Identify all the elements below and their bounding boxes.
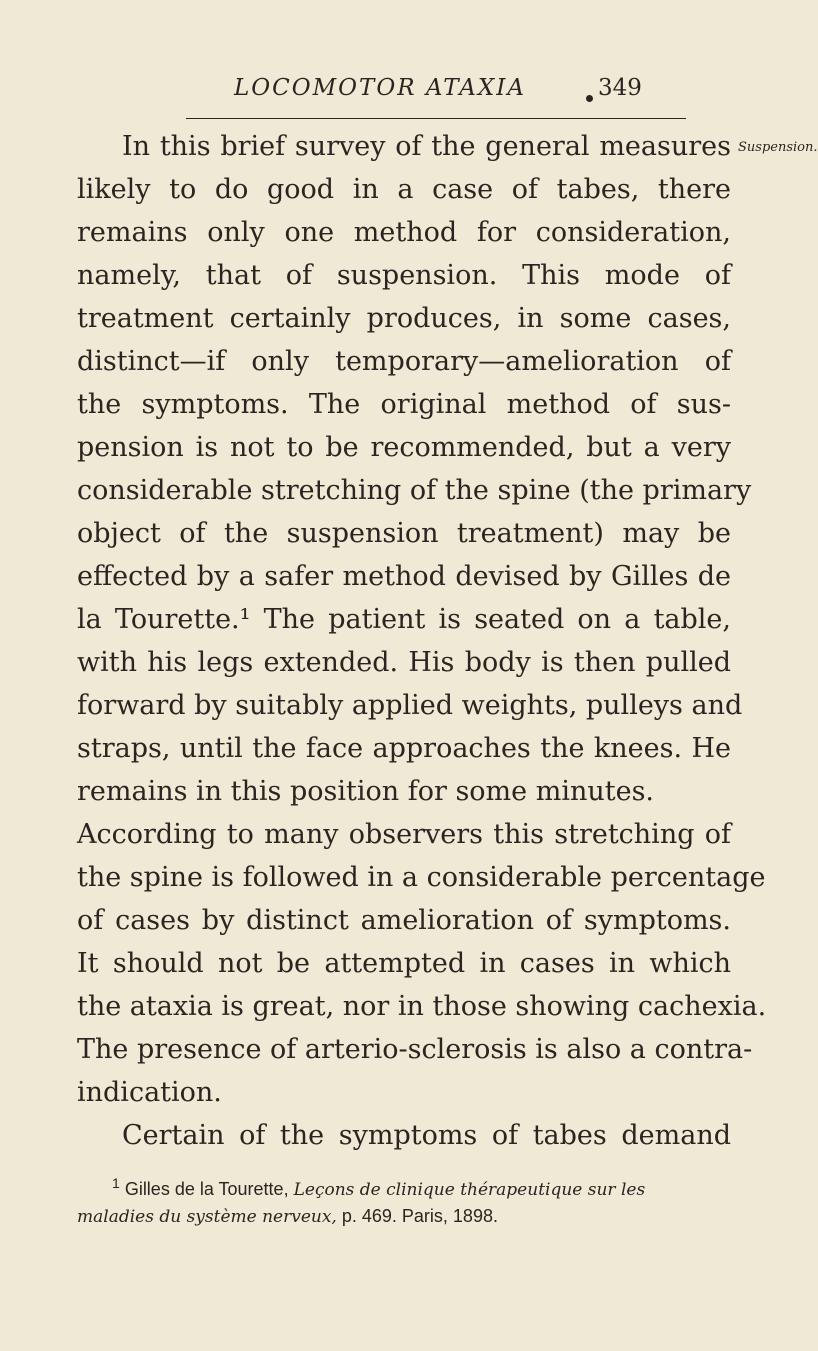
footnote-title-cont: maladies du système nerveux, bbox=[77, 1207, 337, 1227]
text-line: According to many observers this stretching of bbox=[77, 819, 731, 850]
margin-note: Suspension. bbox=[738, 140, 818, 155]
text-line: likely to do good in a case of tabes, there bbox=[77, 174, 731, 205]
text-line: straps, until the face approaches the knees. He bbox=[77, 733, 731, 764]
text-line: the symptoms. The original method of sus- bbox=[77, 389, 731, 420]
text-line: of cases by distinct amelioration of symptoms. bbox=[77, 905, 731, 936]
text-line: remains in this position for some minutes. bbox=[77, 776, 655, 807]
text-line: It should not be attempted in cases in which bbox=[77, 948, 731, 979]
footnote-line bbox=[77, 1203, 731, 1230]
text-line: Certain of the symptoms of tabes demand bbox=[122, 1120, 731, 1151]
page-number: 349 bbox=[598, 75, 642, 101]
text-line: indication. bbox=[77, 1077, 222, 1108]
text-line: treatment certainly produces, in some cases, bbox=[77, 303, 731, 334]
text-line: The presence of arterio-sclerosis is also a contra- bbox=[77, 1034, 753, 1065]
header-rule bbox=[186, 118, 686, 119]
printer-dot bbox=[586, 95, 593, 102]
footnote-title: Leçons de clinique thérapeutique sur les bbox=[293, 1180, 646, 1200]
text-line: remains only one method for consideration, bbox=[77, 217, 731, 248]
footnote-citation: p. 469. Paris, 1898. bbox=[341, 1206, 498, 1226]
footnote-line bbox=[112, 1176, 731, 1203]
text-line: pension is not to be recommended, but a very bbox=[77, 432, 731, 463]
text-line: the spine is followed in a considerable percentage bbox=[77, 862, 766, 893]
footnote-author: Gilles de la Tourette, bbox=[124, 1179, 289, 1199]
text-line: object of the suspension treatment) may be bbox=[77, 518, 731, 549]
running-head: LOCOMOTOR ATAXIA bbox=[234, 75, 526, 101]
text-line: the ataxia is great, nor in those showing cachexia. bbox=[77, 991, 767, 1022]
text-line: distinct—if only temporary—amelioration of bbox=[77, 346, 731, 377]
text-line: forward by suitably applied weights, pulleys and bbox=[77, 690, 743, 721]
text-line: considerable stretching of the spine (the primary bbox=[77, 475, 752, 506]
text-line: namely, that of suspension. This mode of bbox=[77, 260, 731, 291]
footnote-marker: 1 bbox=[112, 1175, 120, 1191]
text-line: with his legs extended. His body is then pulled bbox=[77, 647, 731, 678]
text-line: la Tourette.¹ The patient is seated on a table, bbox=[77, 604, 731, 635]
text-line: In this brief survey of the general measures bbox=[122, 131, 731, 162]
text-line: effected by a safer method devised by Gilles de bbox=[77, 561, 731, 592]
